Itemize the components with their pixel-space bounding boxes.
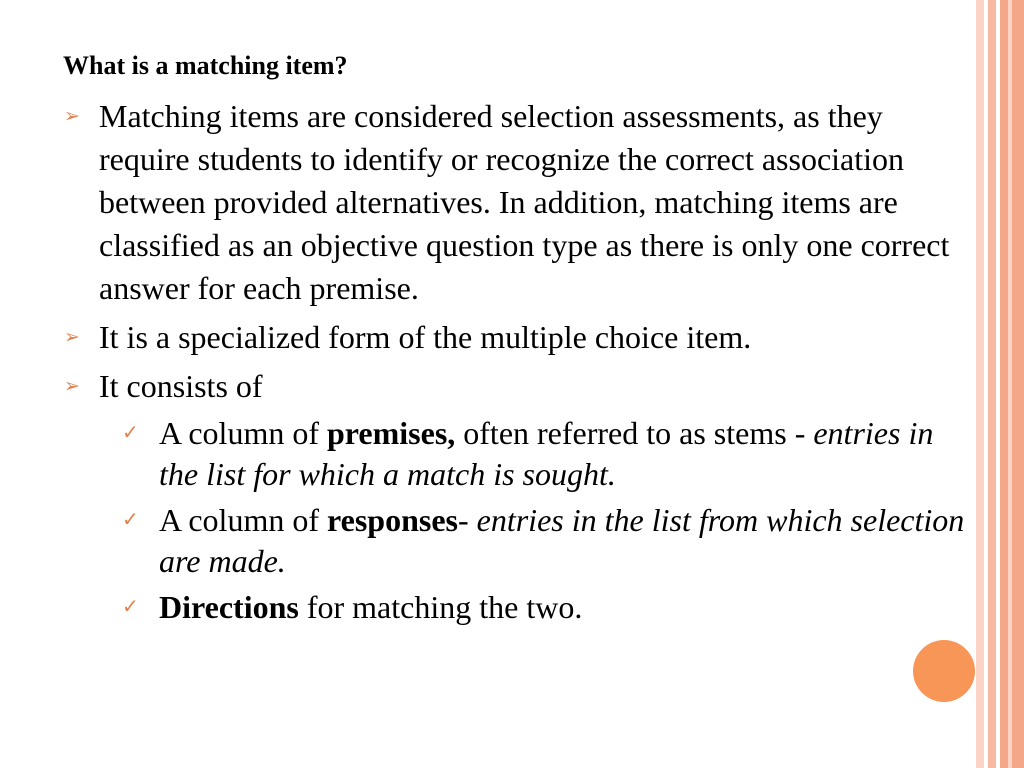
bullet-text: It consists of [99, 368, 263, 404]
bullet-item [64, 365, 969, 408]
bullet-item [64, 95, 969, 310]
decorative-circle [913, 640, 975, 702]
decorative-stripe [976, 0, 984, 768]
checkmark-bullet-icon: ✓ [122, 509, 139, 531]
decorative-stripe [988, 0, 996, 768]
sub-bullet-bold: premises, [326, 415, 456, 451]
sub-bullet-text: A column of [159, 502, 327, 538]
sub-bullet-item [64, 413, 969, 495]
bullet-text: It is a specialized form of the multiple choice item. [99, 319, 752, 355]
arrow-bullet-icon: ➢ [64, 327, 80, 348]
sub-bullet-text: often referred to as stems - [455, 415, 814, 451]
decorative-stripe [1008, 0, 1012, 768]
arrow-bullet-icon: ➢ [64, 376, 80, 397]
decorative-stripe [1000, 0, 1024, 768]
checkmark-bullet-icon: ✓ [122, 422, 139, 444]
sub-bullet-item [64, 500, 969, 582]
sub-bullet-item [64, 587, 969, 628]
sub-bullet-bold: Directions [159, 589, 299, 625]
bullet-text: Matching items are considered selection assessments, as they require students to identify or recognize the correct association between provided alternatives. In addition, matching items are classified as an objective question type as there is only one correct answer for each premise. [99, 98, 950, 306]
sub-bullet-italic: entries in the list from which selection are made. [159, 502, 965, 579]
slide-title: What is a matching item? [63, 51, 348, 80]
sub-bullet-bold: responses [326, 502, 458, 538]
bullet-item [64, 316, 969, 359]
sub-bullet-text: for matching the two. [298, 589, 583, 625]
arrow-bullet-icon: ➢ [64, 106, 80, 127]
checkmark-bullet-icon: ✓ [122, 596, 139, 618]
sub-bullet-text: A column of [159, 415, 327, 451]
sub-bullet-text: - [457, 502, 477, 538]
slide-content [64, 95, 969, 628]
sub-bullet-italic: entries in the list for which a match is sought. [159, 415, 934, 492]
